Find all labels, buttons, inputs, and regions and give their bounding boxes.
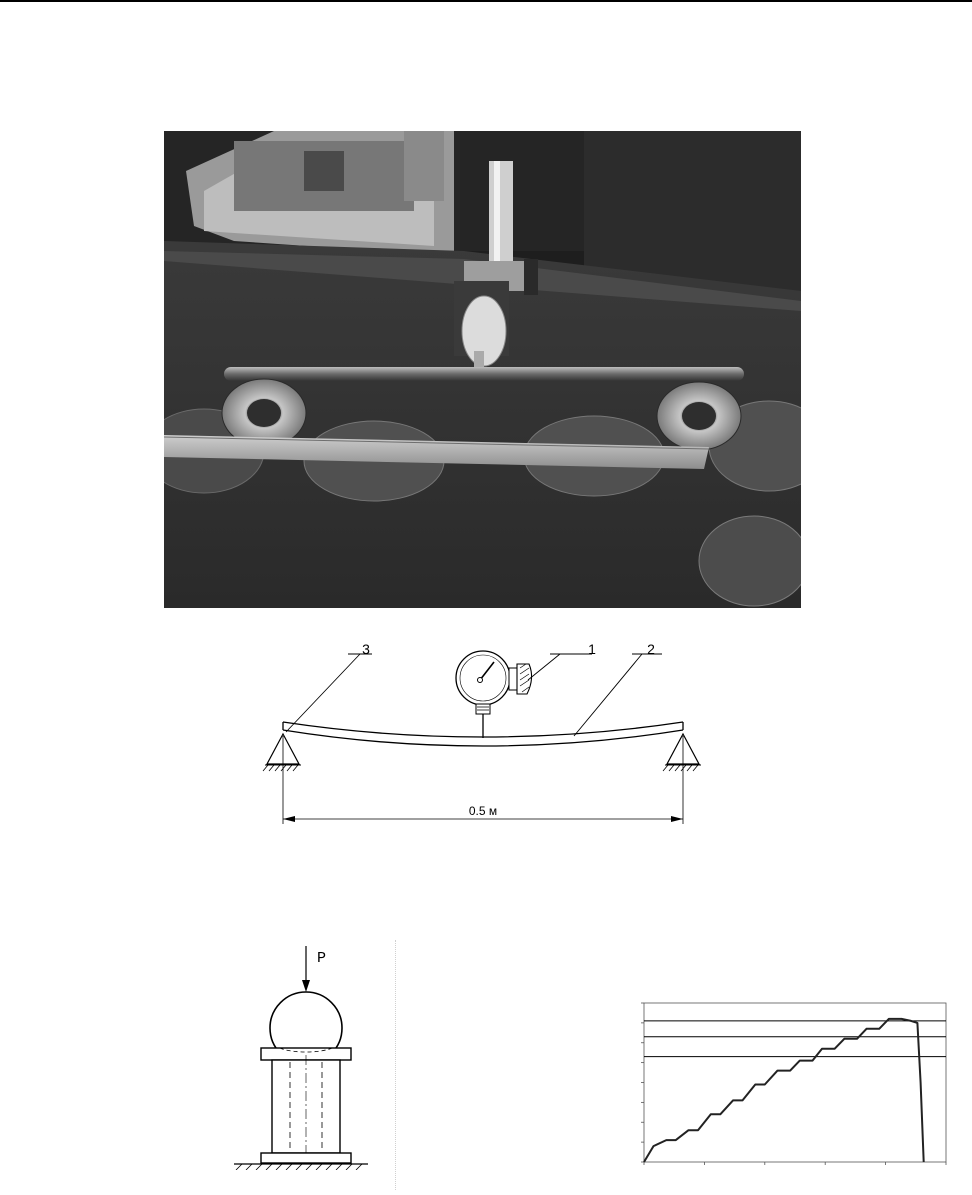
base-plate [261,1153,351,1163]
span-dimension: 0.5 м [468,804,498,818]
load-step-chart [630,995,955,1170]
left-support [263,734,301,771]
label-3: 3 [362,641,370,657]
dial-indicator-icon [456,651,532,738]
label-2: 2 [647,641,655,657]
force-label: P [317,950,327,967]
force-arrow-icon [302,980,310,992]
test-setup-photo [164,131,801,608]
plot-frame [644,1003,946,1162]
top-rule [0,0,972,2]
right-support [663,734,701,771]
load-series-line [644,1019,924,1162]
load-diagram [232,940,372,1170]
panel-separator [395,940,396,1190]
label-1: 1 [588,641,596,657]
beam-schematic [262,640,708,825]
